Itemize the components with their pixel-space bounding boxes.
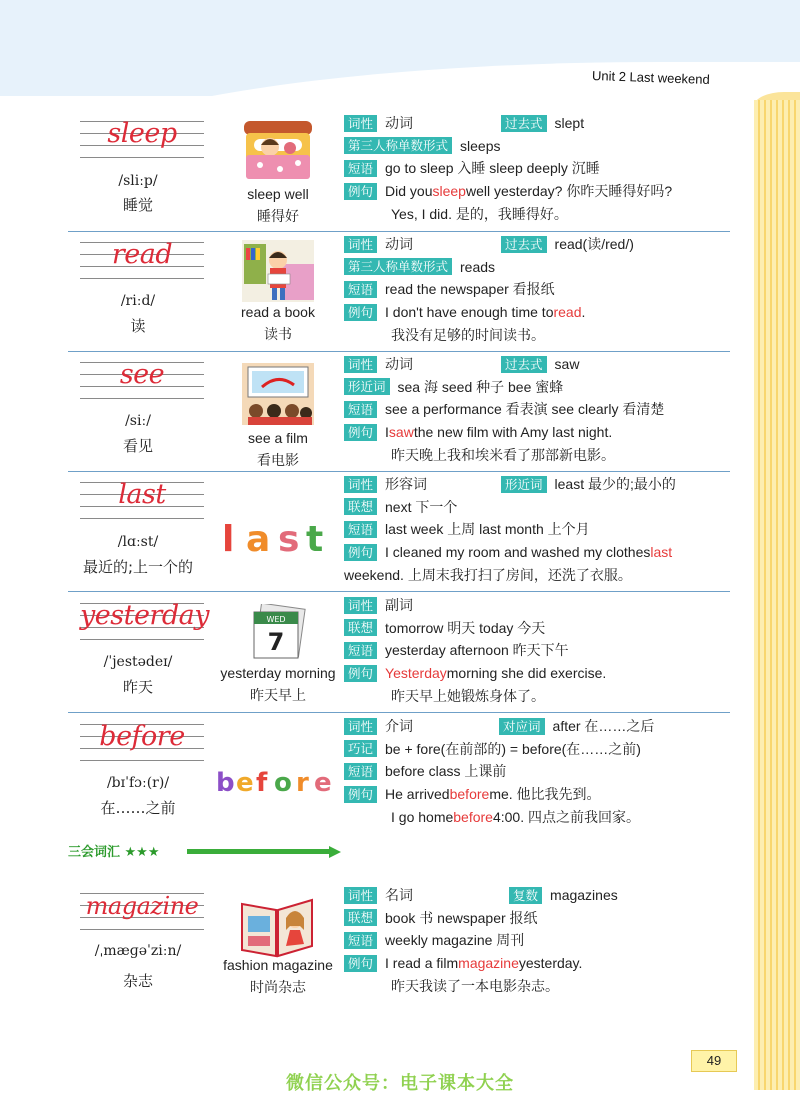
meaning: 最近的;上一个的 <box>82 558 194 576</box>
letter-3: s <box>278 519 300 557</box>
phonetic: /riːd/ <box>120 293 156 309</box>
letter-4: o <box>274 768 292 797</box>
vocab-entry-sleep <box>68 112 730 232</box>
meaning: 睡觉 <box>122 196 153 214</box>
word-writing-lines <box>80 715 204 769</box>
letter-5: r <box>296 768 309 797</box>
vocab-entry-yesterday <box>68 594 730 713</box>
meaning: 在……之前 <box>100 799 176 817</box>
letter-4: t <box>306 519 324 557</box>
word-writing-lines <box>80 233 204 287</box>
word-details <box>344 594 734 707</box>
detail-row-association: 联想 next 下一个 <box>344 496 734 519</box>
detail-row-phrase: 短语 see a performance 看表演 see clearly 看清楚 <box>344 398 734 421</box>
watermark-text: 微信公众号：电子课本大全 <box>286 1073 514 1094</box>
detail-row-pos: 词性 名词 复数 magazines <box>344 884 734 907</box>
word-writing-lines <box>80 473 204 527</box>
headword: before <box>99 721 185 752</box>
child-sleeping-in-bed-icon <box>240 117 316 183</box>
letter-6: e <box>314 768 332 797</box>
headword: yesterday <box>80 600 209 631</box>
detail-row-pos: 词性 副词 <box>344 594 734 617</box>
detail-row-example-cont: 昨天晚上我和埃米看了那部新电影。 <box>391 446 615 463</box>
phonetic: /siː/ <box>125 413 151 429</box>
picture-caption-en: fashion magazine <box>223 957 333 973</box>
calendar-label: WED <box>266 615 286 624</box>
picture-caption-en: see a film <box>248 430 308 446</box>
picture-caption-zh: 看电影 <box>257 453 299 469</box>
letter-1: l <box>222 519 235 557</box>
vocab-entry-magazine <box>68 884 730 1004</box>
letters-last-art <box>218 517 342 557</box>
detail-row-pos: 词性 形容词 形近词 least 最少的;最小的 <box>344 473 734 496</box>
detail-row-phrase: 短语 last week 上周 last month 上个月 <box>344 518 734 541</box>
word-details <box>344 884 734 997</box>
word-writing-lines <box>80 112 204 166</box>
detail-row-pos: 词性 介词 对应词 after 在……之后 <box>344 715 734 738</box>
letters-last-icon <box>218 517 342 557</box>
detail-row-example: 例句 I don't have enough time to read . <box>344 301 734 324</box>
word-details <box>344 353 734 466</box>
detail-row-example-cont: 昨天早上她锻炼身体了。 <box>391 687 545 704</box>
detail-row-example: 例句 He arrived before me. 他比我先到。 <box>344 783 734 806</box>
section-divider-bar <box>187 849 329 854</box>
page-number: 49 <box>691 1050 737 1072</box>
section-title: 三会词汇 ★★★ <box>68 845 160 860</box>
calendar-page-icon <box>248 604 308 660</box>
letter-2: e <box>236 768 254 797</box>
meaning: 看见 <box>122 437 153 455</box>
word-details <box>344 112 734 225</box>
vocab-entry-read <box>68 233 730 352</box>
word-writing-lines <box>80 884 204 938</box>
detail-row-example-cont: 我没有足够的时间读书。 <box>391 326 545 343</box>
detail-row-phrase: 短语 before class 上课前 <box>344 760 734 783</box>
headword: see <box>119 359 165 390</box>
detail-row-phrase: 短语 weekly magazine 周刊 <box>344 929 734 952</box>
detail-row-pos: 词性 动词 过去式 saw <box>344 353 734 376</box>
phonetic: /lɑːst/ <box>117 534 159 550</box>
audience-watching-film-icon <box>240 361 316 427</box>
vocab-entry-last <box>68 473 730 592</box>
letter-2: a <box>246 519 271 557</box>
section-divider-arrow <box>329 846 341 858</box>
letters-before-art <box>214 765 340 797</box>
detail-row-pos: 词性 动词 过去式 read(读/red/) <box>344 233 734 256</box>
picture-caption-zh: 睡得好 <box>257 209 299 225</box>
vocab-entry-see <box>68 353 730 472</box>
page-edge <box>754 100 800 1090</box>
picture-caption-en: sleep well <box>247 186 309 202</box>
vocab-entry-before <box>68 715 730 833</box>
open-fashion-magazine-icon <box>238 896 316 958</box>
phonetic: /sliːp/ <box>118 173 158 189</box>
detail-row-form: 第三人称单数形式 sleeps <box>344 135 734 158</box>
word-writing-lines <box>80 594 209 648</box>
detail-row-example-cont: weekend. 上周末我打扫了房间，还洗了衣服。 <box>344 566 632 583</box>
detail-row-phrase: 短语 yesterday afternoon 昨天下午 <box>344 639 734 662</box>
headword: read <box>111 239 173 270</box>
detail-row-example: 例句 Yesterday morning she did exercise. <box>344 662 734 685</box>
letter-3: f <box>256 768 268 797</box>
picture-caption-en: read a book <box>241 304 315 320</box>
calendar-day: 7 <box>267 628 285 656</box>
picture-caption-en: yesterday morning <box>220 665 336 681</box>
letter-1: b <box>216 768 235 797</box>
detail-row-example-cont: I go home before 4:00. 四点之前我回家。 <box>391 808 640 825</box>
headword: magazine <box>85 892 199 920</box>
picture-caption-zh: 昨天早上 <box>250 688 306 704</box>
detail-row-example-cont: Yes, I did. 是的，我睡得好。 <box>391 205 568 222</box>
detail-row-association: 联想 book 书 newspaper 报纸 <box>344 907 734 930</box>
detail-row-phrase: 短语 read the newspaper 看报纸 <box>344 278 734 301</box>
detail-row-association: 联想 tomorrow 明天 today 今天 <box>344 617 734 640</box>
letters-before-icon <box>214 765 340 797</box>
detail-row-form: 第三人称单数形式 reads <box>344 256 734 279</box>
meaning: 昨天 <box>122 678 153 696</box>
detail-row-example: 例句 I cleaned my room and washed my clothes last <box>344 541 734 564</box>
meaning: 杂志 <box>122 972 153 990</box>
detail-row-pos: 词性 动词 过去式 slept <box>344 112 734 135</box>
phonetic: /ˌmæɡəˈziːn/ <box>94 943 182 959</box>
word-details <box>344 233 734 346</box>
detail-row-example-cont: 昨天我读了一本电影杂志。 <box>391 977 559 994</box>
detail-row-phrase: 短语 go to sleep 入睡 sleep deeply 沉睡 <box>344 157 734 180</box>
detail-row-example: 例句 I saw the new film with Amy last night. <box>344 421 734 444</box>
girl-reading-a-book-icon <box>240 238 316 304</box>
headword: last <box>118 479 166 510</box>
word-details <box>344 473 734 586</box>
phonetic: /bɪˈfɔː(r)/ <box>106 775 170 791</box>
meaning: 读 <box>130 317 146 335</box>
phonetic: /ˈjestədeɪ/ <box>103 654 173 670</box>
headword: sleep <box>107 118 177 149</box>
unit-title: Unit 2 Last weekend <box>591 67 711 88</box>
detail-row-mnemonic: 巧记 be + fore(在前部的) = before(在……之前) <box>344 738 734 761</box>
picture-caption-zh: 时尚杂志 <box>250 980 306 996</box>
detail-row-similar: 形近词 sea 海 seed 种子 bee 蜜蜂 <box>344 376 734 399</box>
word-details <box>344 715 734 828</box>
detail-row-example: 例句 I read a film magazine yesterday. <box>344 952 734 975</box>
picture-caption-zh: 读书 <box>264 327 292 343</box>
detail-row-example: 例句 Did you sleep well yesterday? 你昨天睡得好吗? <box>344 180 734 203</box>
word-writing-lines <box>80 353 204 407</box>
